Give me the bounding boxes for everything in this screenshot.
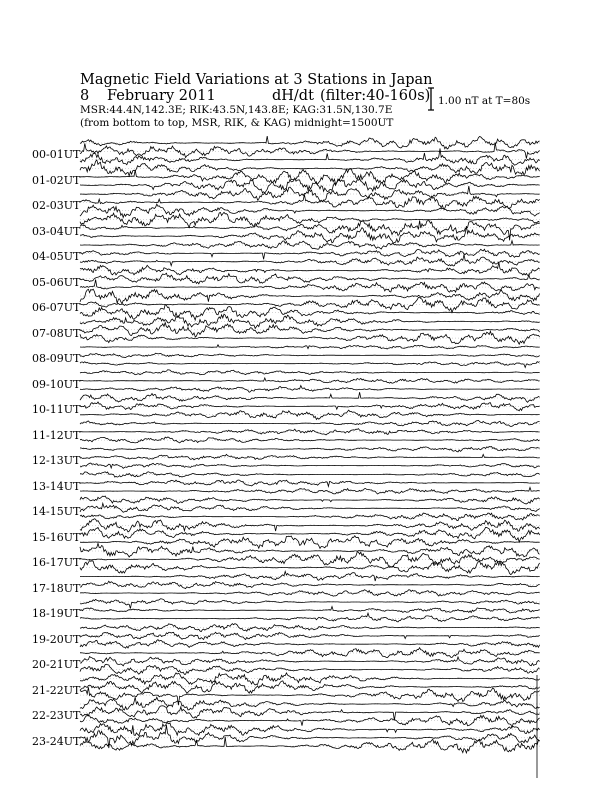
trace-msr bbox=[80, 487, 540, 494]
stations-coordinates: MSR:44.4N,142.3E; RIK:43.5N,143.8E; KAG:31.5N,130.7E bbox=[80, 104, 393, 116]
trace-rik bbox=[80, 454, 540, 459]
trace-kag bbox=[80, 420, 540, 426]
trace-kag bbox=[80, 370, 540, 375]
trace-kag bbox=[80, 673, 540, 685]
trace-msr bbox=[80, 362, 540, 368]
trace-kag bbox=[80, 697, 540, 710]
trace-msr bbox=[80, 437, 540, 443]
hour-label: 09-10UT bbox=[32, 377, 81, 391]
trace-rik bbox=[80, 142, 540, 158]
hour-label: 15-16UT bbox=[32, 530, 81, 544]
trace-rik bbox=[80, 681, 540, 693]
trace-kag bbox=[80, 314, 540, 328]
hour-label: 16-17UT bbox=[32, 556, 81, 569]
trace-msr bbox=[80, 613, 540, 622]
hour-label: 21-22UT bbox=[32, 683, 81, 697]
hour-label: 06-07UT bbox=[32, 301, 81, 314]
trace-rik bbox=[80, 273, 540, 284]
hour-label: 14-15UT bbox=[32, 505, 81, 518]
trace-msr bbox=[80, 254, 540, 266]
trace-msr bbox=[80, 536, 540, 549]
trace-rik bbox=[80, 632, 540, 639]
trace-msr bbox=[80, 331, 540, 344]
hour-label: 11-12UT bbox=[32, 428, 81, 442]
hour-label: 18-19UT bbox=[32, 607, 81, 620]
trace-msr bbox=[80, 410, 540, 419]
trace-kag bbox=[80, 624, 540, 632]
order-note: (from bottom to top, MSR, RIK, & KAG) midnight=1500UT bbox=[80, 117, 394, 129]
trace-rik bbox=[80, 249, 540, 259]
hour-label: 13-14UT bbox=[32, 479, 81, 493]
hour-label: 08-09UT bbox=[32, 352, 81, 365]
date-day: 8 bbox=[80, 88, 90, 104]
trace-msr bbox=[80, 737, 540, 753]
hour-label: 22-23UT bbox=[32, 709, 81, 722]
hour-label: 04-05UT bbox=[32, 250, 81, 263]
trace-rik bbox=[80, 297, 540, 312]
trace-kag bbox=[80, 472, 540, 477]
hour-label: 03-04UT bbox=[32, 224, 81, 238]
hour-label: 17-18UT bbox=[32, 581, 81, 595]
trace-rik bbox=[80, 581, 540, 588]
trace-msr bbox=[80, 305, 540, 321]
trace-rik bbox=[80, 168, 540, 184]
trace-kag bbox=[80, 262, 540, 276]
scale-label: 1.00 nT at T=80s bbox=[438, 95, 531, 107]
trace-rik bbox=[80, 195, 540, 210]
trace-kag bbox=[80, 543, 540, 557]
hour-label: 00-01UT bbox=[32, 148, 81, 161]
trace-msr bbox=[80, 513, 540, 521]
trace-rik bbox=[80, 480, 540, 486]
hour-label: 19-20UT bbox=[32, 632, 81, 646]
trace-kag bbox=[80, 648, 540, 658]
hour-label: 10-11UT bbox=[32, 403, 81, 416]
hour-label: 02-03UT bbox=[32, 199, 81, 212]
chart-title: Magnetic Field Variations at 3 Stations in Japan bbox=[80, 72, 433, 88]
trace-kag bbox=[80, 345, 540, 349]
hour-label: 12-13UT bbox=[32, 454, 81, 467]
trace-kag bbox=[80, 241, 540, 250]
hour-label: 20-21UT bbox=[32, 658, 81, 671]
trace-msr bbox=[80, 386, 540, 393]
hour-label: 05-06UT bbox=[32, 275, 81, 289]
trace-msr bbox=[80, 687, 540, 705]
hour-label: 23-24UT bbox=[32, 734, 81, 748]
trace-msr bbox=[80, 715, 540, 727]
hour-label: 07-08UT bbox=[32, 326, 81, 340]
trace-kag bbox=[80, 496, 540, 504]
scale-bar bbox=[428, 88, 434, 110]
trace-kag bbox=[80, 447, 540, 452]
trace-msr bbox=[80, 664, 540, 674]
trace-rik bbox=[80, 503, 540, 512]
quantity-label: dH/dt bbox=[272, 88, 314, 104]
filter-label: (filter:40-160s) bbox=[320, 88, 431, 104]
trace-rik bbox=[80, 706, 540, 721]
date-text: February 2011 bbox=[107, 88, 216, 104]
trace-rik bbox=[80, 220, 540, 240]
hour-label: 01-02UT bbox=[32, 173, 81, 187]
trace-kag bbox=[80, 212, 540, 227]
trace-kag bbox=[80, 599, 540, 609]
trace-kag bbox=[80, 392, 540, 402]
trace-rik bbox=[80, 607, 540, 613]
trace-kag bbox=[80, 136, 540, 149]
trace-kag bbox=[80, 571, 540, 581]
